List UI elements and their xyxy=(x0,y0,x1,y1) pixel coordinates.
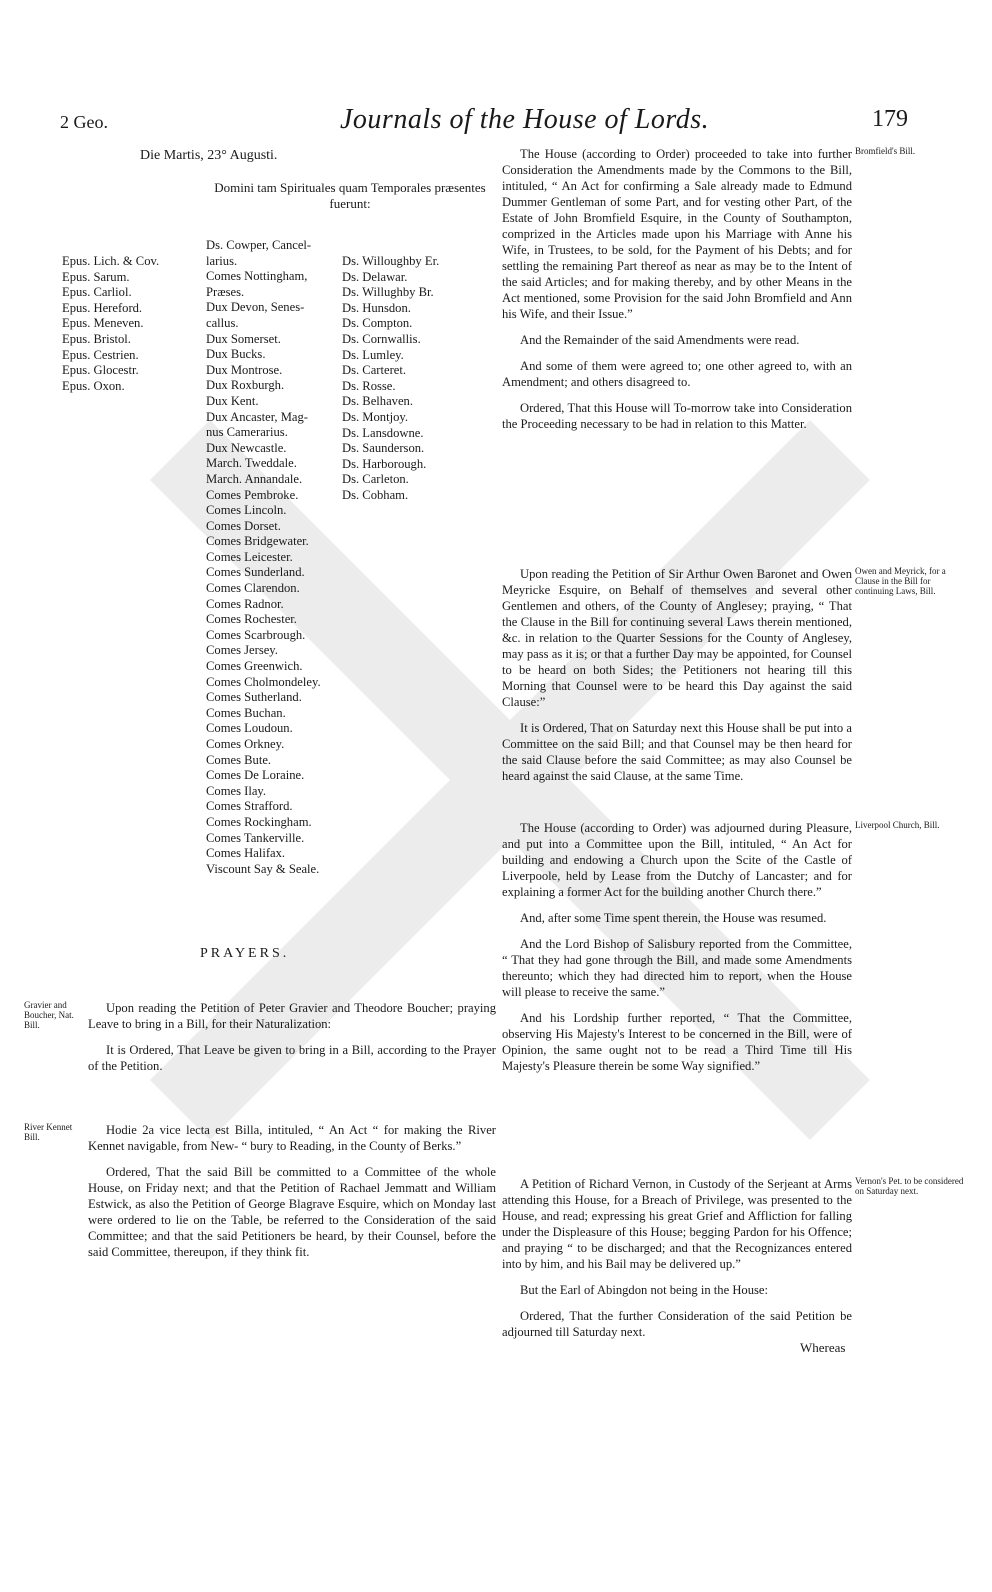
header-regnal-year: 2 Geo. xyxy=(60,112,108,132)
liverpool-paragraph-3: And the Lord Bishop of Salisbury reported from the Committee, “ That they had gone through the Bill, and made some Amendments thereunto; which they had directed him to report, when the House will please to receive the same.” xyxy=(502,937,852,999)
lord-name: Comes Orkney. xyxy=(206,737,285,751)
session-heading xyxy=(140,140,500,222)
lord-name: Epus. Sarum. xyxy=(62,269,130,284)
bromfield-paragraph-1: The House (according to Order) proceeded to take into further Consideration the Amendments made by the Commons to the Bill, intituled, “ An Act for confirming a Sale already made to Edmund Dummer Gentleman of some Part, and for vesting other Part, of the Estate of John Bromfield Esquire, in the County of Southampton, comprized in the Articles made upon his Marriage with Anne his Wife, in Trustees, to be sold, for the Payment of his Debts; and for settling the remaining Part thereof as near as may be to the Intent of the said Articles; and for making thereby, and by other Means in the Act mentioned, some Provision for the said John Bromfield and Ann his Wife, and their Issue.” xyxy=(502,147,852,321)
lord-name: Ds. Cornwallis. xyxy=(342,331,421,346)
owen-paragraph-2: It is Ordered, That on Saturday next this House shall be put into a Committee on the said Bill; and that Counsel may be then heard for the said Clause before the said Committee; as may also Counsel be heard against the said Clause, at the same Time. xyxy=(502,721,852,783)
vernon-entry xyxy=(502,1176,852,1350)
lord-name: Ds. Carleton. xyxy=(342,472,409,487)
owen-entry xyxy=(502,566,852,794)
lord-name: Dux Ancaster, Mag- xyxy=(206,409,308,424)
vernon-paragraph-1: A Petition of Richard Vernon, in Custody of the Serjeant at Arms attending this House, for a Breach of Privilege, was presented to the House, and read; expressing his great Grief and Affliction for falling under the Displeasure of this House; begging Pardon for his Offence; and praying “ to be discharged; and that the Recognizances entered into by him, and his Bail may be delivered up.” xyxy=(502,1177,852,1271)
margin-note-bromfield: Bromfield's Bill. xyxy=(855,146,916,156)
lord-name: Ds. Montjoy. xyxy=(342,409,409,424)
lord-name: Epus. Carliol. xyxy=(62,285,132,300)
margin-note-owen: Owen and Meyrick, for a Clause in the Bill for continuing Laws, Bill. xyxy=(855,566,946,596)
lord-name: Comes Bute. xyxy=(206,752,272,767)
lord-name: Ds. Belhaven. xyxy=(342,394,413,409)
lord-name: Comes Rockingham. xyxy=(206,814,312,829)
lord-name: March. Annandale. xyxy=(206,471,303,486)
lords-spiritual-list xyxy=(62,254,159,394)
gravier-paragraph-1: Upon reading the Petition of Peter Gravier and Theodore Boucher; praying Leave to bring in a Bill, for their Naturalization: xyxy=(88,1001,496,1031)
lord-name: Epus. Cestrien. xyxy=(62,347,139,362)
lord-name: Ds. Rosse. xyxy=(342,378,396,393)
lord-name: Epus. Meneven. xyxy=(62,316,144,331)
lord-name: Comes Clarendon. xyxy=(206,581,300,596)
lord-name: Comes Greenwich. xyxy=(206,659,303,674)
lord-name: Comes Tankerville. xyxy=(206,830,305,845)
lord-name: Comes Scarbrough. xyxy=(206,627,306,642)
lord-name: Ds. Willughby Br. xyxy=(342,285,434,300)
lord-name: March. Tweddale. xyxy=(206,456,297,471)
lord-name: Ds. Harborough. xyxy=(342,456,427,471)
lord-name: Epus. Hereford. xyxy=(62,300,143,315)
lord-name: Dux Montrose. xyxy=(206,362,283,377)
page-number: 179 xyxy=(872,106,908,132)
lord-name: Ds. Willoughby Er. xyxy=(342,254,440,268)
lord-name: Comes Buchan. xyxy=(206,705,286,720)
lord-name: Ds. Saunderson. xyxy=(342,441,425,456)
lord-name: Comes Loudoun. xyxy=(206,721,293,736)
attendance-heading: Domini tam Spirituales quam Temporales præsentes fuerunt: xyxy=(214,180,486,211)
lord-name: Præses. xyxy=(206,284,245,299)
lord-name: Comes Strafford. xyxy=(206,799,293,814)
bromfield-paragraph-2: And the Remainder of the said Amendments were read. xyxy=(520,333,800,347)
lord-name: Comes Leicester. xyxy=(206,549,293,564)
lord-name: Dux Roxburgh. xyxy=(206,378,285,393)
lord-name: Dux Newcastle. xyxy=(206,440,287,455)
margin-note-gravier: Gravier and Boucher, Nat. Bill. xyxy=(24,1000,74,1030)
lords-temporal-list-2 xyxy=(342,254,439,504)
lord-name: Comes Bridgewater. xyxy=(206,534,309,549)
lord-name: Comes De Loraine. xyxy=(206,768,305,783)
vernon-paragraph-3: Ordered, That the further Consideration of the said Petition be adjourned till Saturday next. xyxy=(502,1309,852,1339)
kennet-entry xyxy=(88,1122,496,1270)
catchword: Whereas xyxy=(800,1340,846,1355)
lord-name: Comes Rochester. xyxy=(206,612,297,627)
liverpool-paragraph-4: And his Lordship further reported, “ That the Committee, observing His Majesty's Interest to be concerned in the Bill, were of Opinion, the same ought not to be read a Third Time till His Majesty's Pleasure therein be some Way signified.” xyxy=(502,1011,852,1073)
lord-name: nus Camerarius. xyxy=(206,425,288,440)
lord-name: Dux Somerset. xyxy=(206,331,281,346)
bromfield-paragraph-4: Ordered, That this House will To-morrow take into Consideration the Proceeding necessary to be had in relation to this Matter. xyxy=(502,401,852,431)
lord-name: Ds. Cowper, Cancel- xyxy=(206,238,312,252)
lord-name: Ds. Hunsdon. xyxy=(342,300,411,315)
prayers-heading: PRAYERS. xyxy=(200,946,290,961)
liverpool-entry xyxy=(502,820,852,1084)
lord-name: Comes Ilay. xyxy=(206,783,267,798)
lord-name: Ds. Cobham. xyxy=(342,487,409,502)
lord-name: Comes Halifax. xyxy=(206,846,286,861)
kennet-paragraph-1: Hodie 2a vice lecta est Billa, intituled, “ An Act “ for making the River Kennet navigable, from New- “ bury to Reading, in the County of Berks.” xyxy=(88,1123,496,1153)
lord-name: Dux Devon, Senes- xyxy=(206,300,305,315)
lord-name: Comes Dorset. xyxy=(206,518,281,533)
kennet-paragraph-2: Ordered, That the said Bill be committed to a Committee of the whole House, on Friday next; and that the Petition of Rachael Jemmatt and William Estwick, as also the Petition of George Blagrave Esquire, which on Monday last were ordered to lie on the Table, be referred to the Consideration of the said Committee; and that the said Petitioners be heard, by their Counsel, before the said Committee, thereupon, if they think fit. xyxy=(88,1165,496,1259)
lord-name: callus. xyxy=(206,315,239,330)
lord-name: Dux Kent. xyxy=(206,393,259,408)
margin-note-liverpool: Liverpool Church, Bill. xyxy=(855,820,940,830)
lord-name: Comes Sunderland. xyxy=(206,565,305,580)
gravier-paragraph-2: It is Ordered, That Leave be given to bring in a Bill, according to the Prayer of the Petition. xyxy=(88,1043,496,1073)
lord-name: Comes Lincoln. xyxy=(206,503,287,518)
session-date: Die Martis, 23° Augusti. xyxy=(140,148,278,163)
margin-note-vernon: Vernon's Pet. to be considered on Saturday next. xyxy=(855,1176,964,1196)
lords-temporal-list-1 xyxy=(206,238,321,877)
liverpool-paragraph-2: And, after some Time spent therein, the House was resumed. xyxy=(520,911,827,925)
lord-name: Viscount Say & Seale. xyxy=(206,861,320,876)
lord-name: Ds. Compton. xyxy=(342,316,413,331)
lord-name: Dux Bucks. xyxy=(206,347,266,362)
lord-name: Comes Sutherland. xyxy=(206,690,302,705)
bromfield-paragraph-3: And some of them were agreed to; one other agreed to, with an Amendment; and others disagreed to. xyxy=(502,359,852,389)
lord-name: Ds. Lansdowne. xyxy=(342,425,424,440)
margin-note-kennet: River Kennet Bill. xyxy=(24,1122,73,1142)
bromfield-entry xyxy=(502,146,852,442)
header-title: Journals of the House of Lords. xyxy=(340,104,710,135)
gravier-entry xyxy=(88,1000,496,1084)
lord-name: Ds. Carteret. xyxy=(342,363,406,378)
owen-paragraph-1: Upon reading the Petition of Sir Arthur Owen Baronet and Owen Meyricke Esquire, on Behalf of themselves and several other Gentlemen and others, of the County of Anglesey; praying, “ That the Clause in the Bill for continuing several Laws therein mentioned, &c. in relation to the Quarter Sessions for the County of Anglesey, may pass as it is; or that a further Day may be appointed, for Counsel to be heard on both Sides; the Petitioners not hearing till this Morning that Counsel were to be heard this Day against the said Clause:” xyxy=(502,567,852,709)
lord-name: Comes Radnor. xyxy=(206,596,284,611)
lord-name: Comes Cholmondeley. xyxy=(206,674,321,689)
lord-name: Comes Jersey. xyxy=(206,643,278,658)
lord-name: Ds. Delawar. xyxy=(342,269,408,284)
lord-name: Comes Nottingham, xyxy=(206,269,308,284)
lord-name: larius. xyxy=(206,253,238,268)
lord-name: Epus. Oxon. xyxy=(62,378,125,393)
lord-name: Comes Pembroke. xyxy=(206,487,299,502)
vernon-paragraph-2: But the Earl of Abingdon not being in the House: xyxy=(520,1283,768,1297)
lord-name: Epus. Glocestr. xyxy=(62,363,139,378)
lord-name: Epus. Bristol. xyxy=(62,331,131,346)
lord-name: Ds. Lumley. xyxy=(342,347,404,362)
lord-name: Epus. Lich. & Cov. xyxy=(62,254,160,268)
liverpool-paragraph-1: The House (according to Order) was adjourned during Pleasure, and put into a Committee upon the Bill, intituled, “ An Act for building and endowing a Church upon the Scite of the Castle of Liverpoole, held by Lease from the Dutchy of Lancaster; and for explaining a former Act for the building another Church there.” xyxy=(502,821,852,899)
